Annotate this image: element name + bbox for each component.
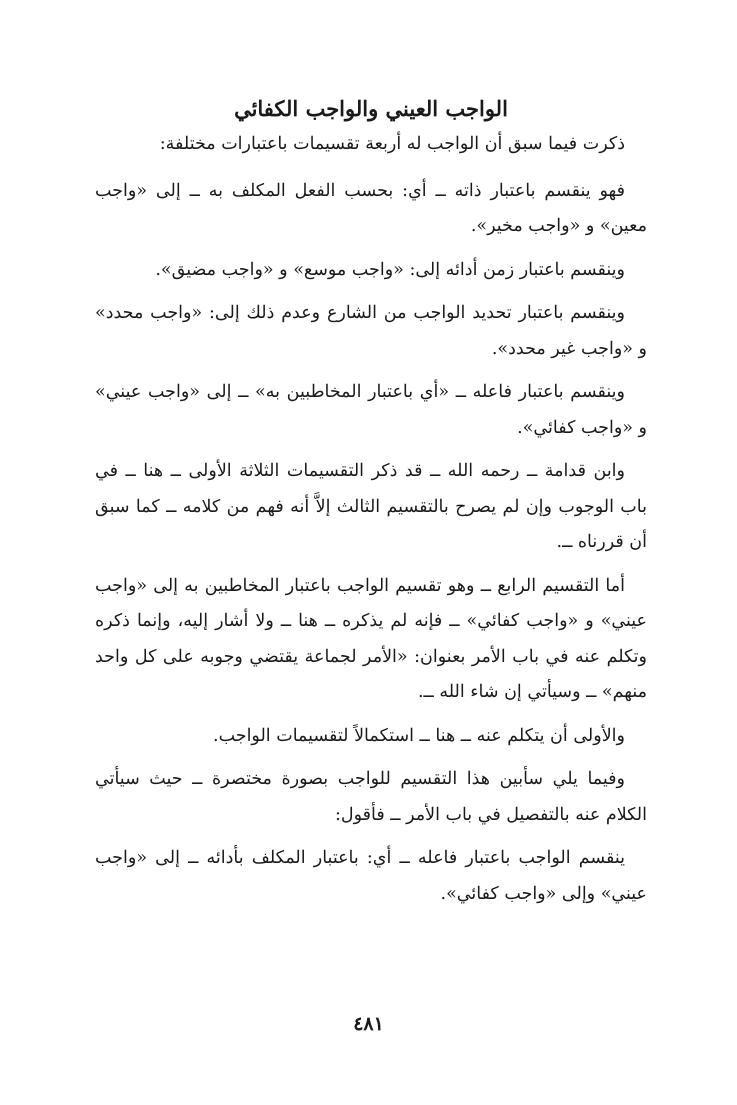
paragraph-completion: والأولى أن يتكلم عنه ــ هنا ــ استكمالاً لتقسيمات الواجب. xyxy=(213,725,625,746)
paragraph-ibn-qudama: وابن قدامة ــ رحمه الله ــ قد ذكر التقسيمات الثلاثة الأولى ــ هنا ــ في باب الوجوب وإن لم يصرح بالتقسيم الثالث إلاَّ أنه فهم من كلامه ــ كما سبق أن قررناه ــ. xyxy=(95,461,647,552)
paragraph-by-determination: وينقسم باعتبار تحديد الواجب من الشارع وعدم ذلك إلى: «واجب محدد» و «واجب غير محدد». xyxy=(95,303,647,359)
paragraph-fourth-division: أما التقسيم الرابع ــ وهو تقسيم الواجب باعتبار المخاطبين به إلى «واجب عيني» و «واجب كفائي» ــ فإنه لم يذكره ــ هنا ــ ولا أشار إليه، وإنما ذكره وتكلم عنه في باب الأمر بعنوان: «الأمر لجماعة يقتضي وجوبه على كل واحد منهم» ــ وسيأتي إن شاء الله ــ. xyxy=(95,575,647,702)
paragraph-division-statement: ينقسم الواجب باعتبار فاعله ــ أي: باعتبار المكلف بأدائه ــ إلى «واجب عيني» وإلى «واجب كفائي». xyxy=(95,848,647,904)
section-heading: الواجب العيني والواجب الكفائي xyxy=(234,96,508,121)
paragraph-by-doer: وينقسم باعتبار فاعله ــ «أي باعتبار المخاطبين به» ــ إلى «واجب عيني» و «واجب كفائي». xyxy=(95,382,647,438)
paragraph-by-essence: فهو ينقسم باعتبار ذاته ــ أي: بحسب الفعل المكلف به ــ إلى «واجب معين» و «واجب مخير». xyxy=(95,180,647,236)
paragraph-intro: ذكرت فيما سبق أن الواجب له أربعة تقسيمات باعتبارات مختلفة: xyxy=(159,134,625,154)
paragraph-brief-outline: وفيما يلي سأبين هذا التقسيم للواجب بصورة مختصرة ــ حيث سيأتي الكلام عنه بالتفصيل في باب الأمر ــ فأقول: xyxy=(95,769,647,825)
page-body xyxy=(95,93,647,920)
page-number: ٤٨١ xyxy=(353,1013,384,1035)
paragraph-by-time: وينقسم باعتبار زمن أدائه إلى: «واجب موسع» و «واجب مضيق». xyxy=(155,259,625,280)
